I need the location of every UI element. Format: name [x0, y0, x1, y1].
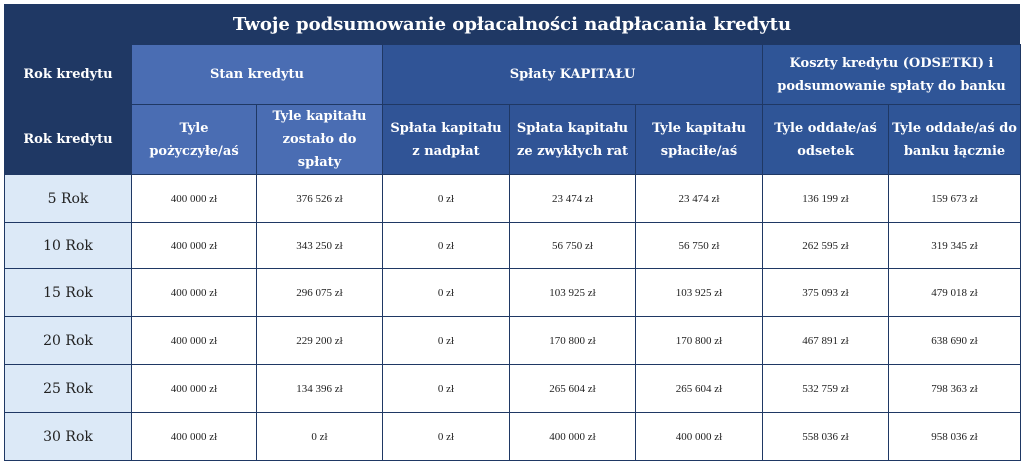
- table-cell: 170 800 zł: [636, 317, 763, 365]
- table-title: Twoje podsumowanie opłacalności nadpłacania kredytu: [4, 4, 1020, 44]
- table-row: [5, 223, 1021, 269]
- summary-table: [4, 44, 1021, 461]
- table-cell: 400 000 zł: [132, 269, 257, 317]
- table-cell: 375 093 zł: [763, 269, 889, 317]
- table-cell: 134 396 zł: [257, 365, 383, 413]
- table-cell: 296 075 zł: [257, 269, 383, 317]
- table-cell: 400 000 zł: [132, 317, 257, 365]
- table-cell: 400 000 zł: [636, 413, 763, 461]
- table-cell: 319 345 zł: [889, 223, 1021, 269]
- column-header: Spłata kapitału ze zwykłych rat: [510, 105, 636, 175]
- year-cell: 20 Rok: [5, 317, 132, 365]
- table-cell: 400 000 zł: [132, 413, 257, 461]
- table-cell: 400 000 zł: [132, 175, 257, 223]
- group-header-splaty: Spłaty KAPITAŁU: [383, 45, 763, 105]
- table-cell: 958 036 zł: [889, 413, 1021, 461]
- table-cell: 265 604 zł: [510, 365, 636, 413]
- group-header-koszty: Koszty kredytu (ODSETKI) i podsumowanie spłaty do banku: [763, 45, 1021, 105]
- table-cell: 262 595 zł: [763, 223, 889, 269]
- column-header: Tyle kapitału spłaciłe/aś: [636, 105, 763, 175]
- summary-table-container: [4, 4, 1020, 461]
- table-cell: 0 zł: [383, 223, 510, 269]
- table-row: [5, 365, 1021, 413]
- table-cell: 23 474 zł: [510, 175, 636, 223]
- year-cell: 15 Rok: [5, 269, 132, 317]
- table-cell: 400 000 zł: [132, 365, 257, 413]
- year-cell: 25 Rok: [5, 365, 132, 413]
- year-cell: 30 Rok: [5, 413, 132, 461]
- table-cell: 0 zł: [383, 365, 510, 413]
- table-cell: 103 925 zł: [636, 269, 763, 317]
- table-cell: 0 zł: [383, 269, 510, 317]
- table-row: [5, 413, 1021, 461]
- table-row: [5, 269, 1021, 317]
- table-cell: 0 zł: [383, 175, 510, 223]
- group-header-year: Rok kredytu: [5, 45, 132, 105]
- table-cell: 532 759 zł: [763, 365, 889, 413]
- column-header: Tyle pożyczyłe/aś: [132, 105, 257, 175]
- table-cell: 558 036 zł: [763, 413, 889, 461]
- column-header: Rok kredytu: [5, 105, 132, 175]
- table-cell: 638 690 zł: [889, 317, 1021, 365]
- table-cell: 798 363 zł: [889, 365, 1021, 413]
- table-cell: 467 891 zł: [763, 317, 889, 365]
- table-body: [5, 175, 1021, 461]
- group-header-stan: Stan kredytu: [132, 45, 383, 105]
- table-cell: 170 800 zł: [510, 317, 636, 365]
- table-cell: 229 200 zł: [257, 317, 383, 365]
- table-cell: 479 018 zł: [889, 269, 1021, 317]
- table-cell: 159 673 zł: [889, 175, 1021, 223]
- table-cell: 0 zł: [257, 413, 383, 461]
- table-cell: 265 604 zł: [636, 365, 763, 413]
- table-cell: 400 000 zł: [510, 413, 636, 461]
- table-cell: 343 250 zł: [257, 223, 383, 269]
- table-cell: 0 zł: [383, 413, 510, 461]
- column-header-row: [5, 105, 1021, 175]
- table-cell: 0 zł: [383, 317, 510, 365]
- table-row: [5, 175, 1021, 223]
- column-header: Tyle oddałe/aś do banku łącznie: [889, 105, 1021, 175]
- table-cell: 376 526 zł: [257, 175, 383, 223]
- table-cell: 56 750 zł: [510, 223, 636, 269]
- year-cell: 10 Rok: [5, 223, 132, 269]
- table-cell: 400 000 zł: [132, 223, 257, 269]
- column-header: Tyle oddałe/aś odsetek: [763, 105, 889, 175]
- group-header-row: [5, 45, 1021, 105]
- table-cell: 56 750 zł: [636, 223, 763, 269]
- table-cell: 23 474 zł: [636, 175, 763, 223]
- table-cell: 136 199 zł: [763, 175, 889, 223]
- column-header: Spłata kapitału z nadpłat: [383, 105, 510, 175]
- table-row: [5, 317, 1021, 365]
- column-header: Tyle kapitału zostało do spłaty: [257, 105, 383, 175]
- table-cell: 103 925 zł: [510, 269, 636, 317]
- year-cell: 5 Rok: [5, 175, 132, 223]
